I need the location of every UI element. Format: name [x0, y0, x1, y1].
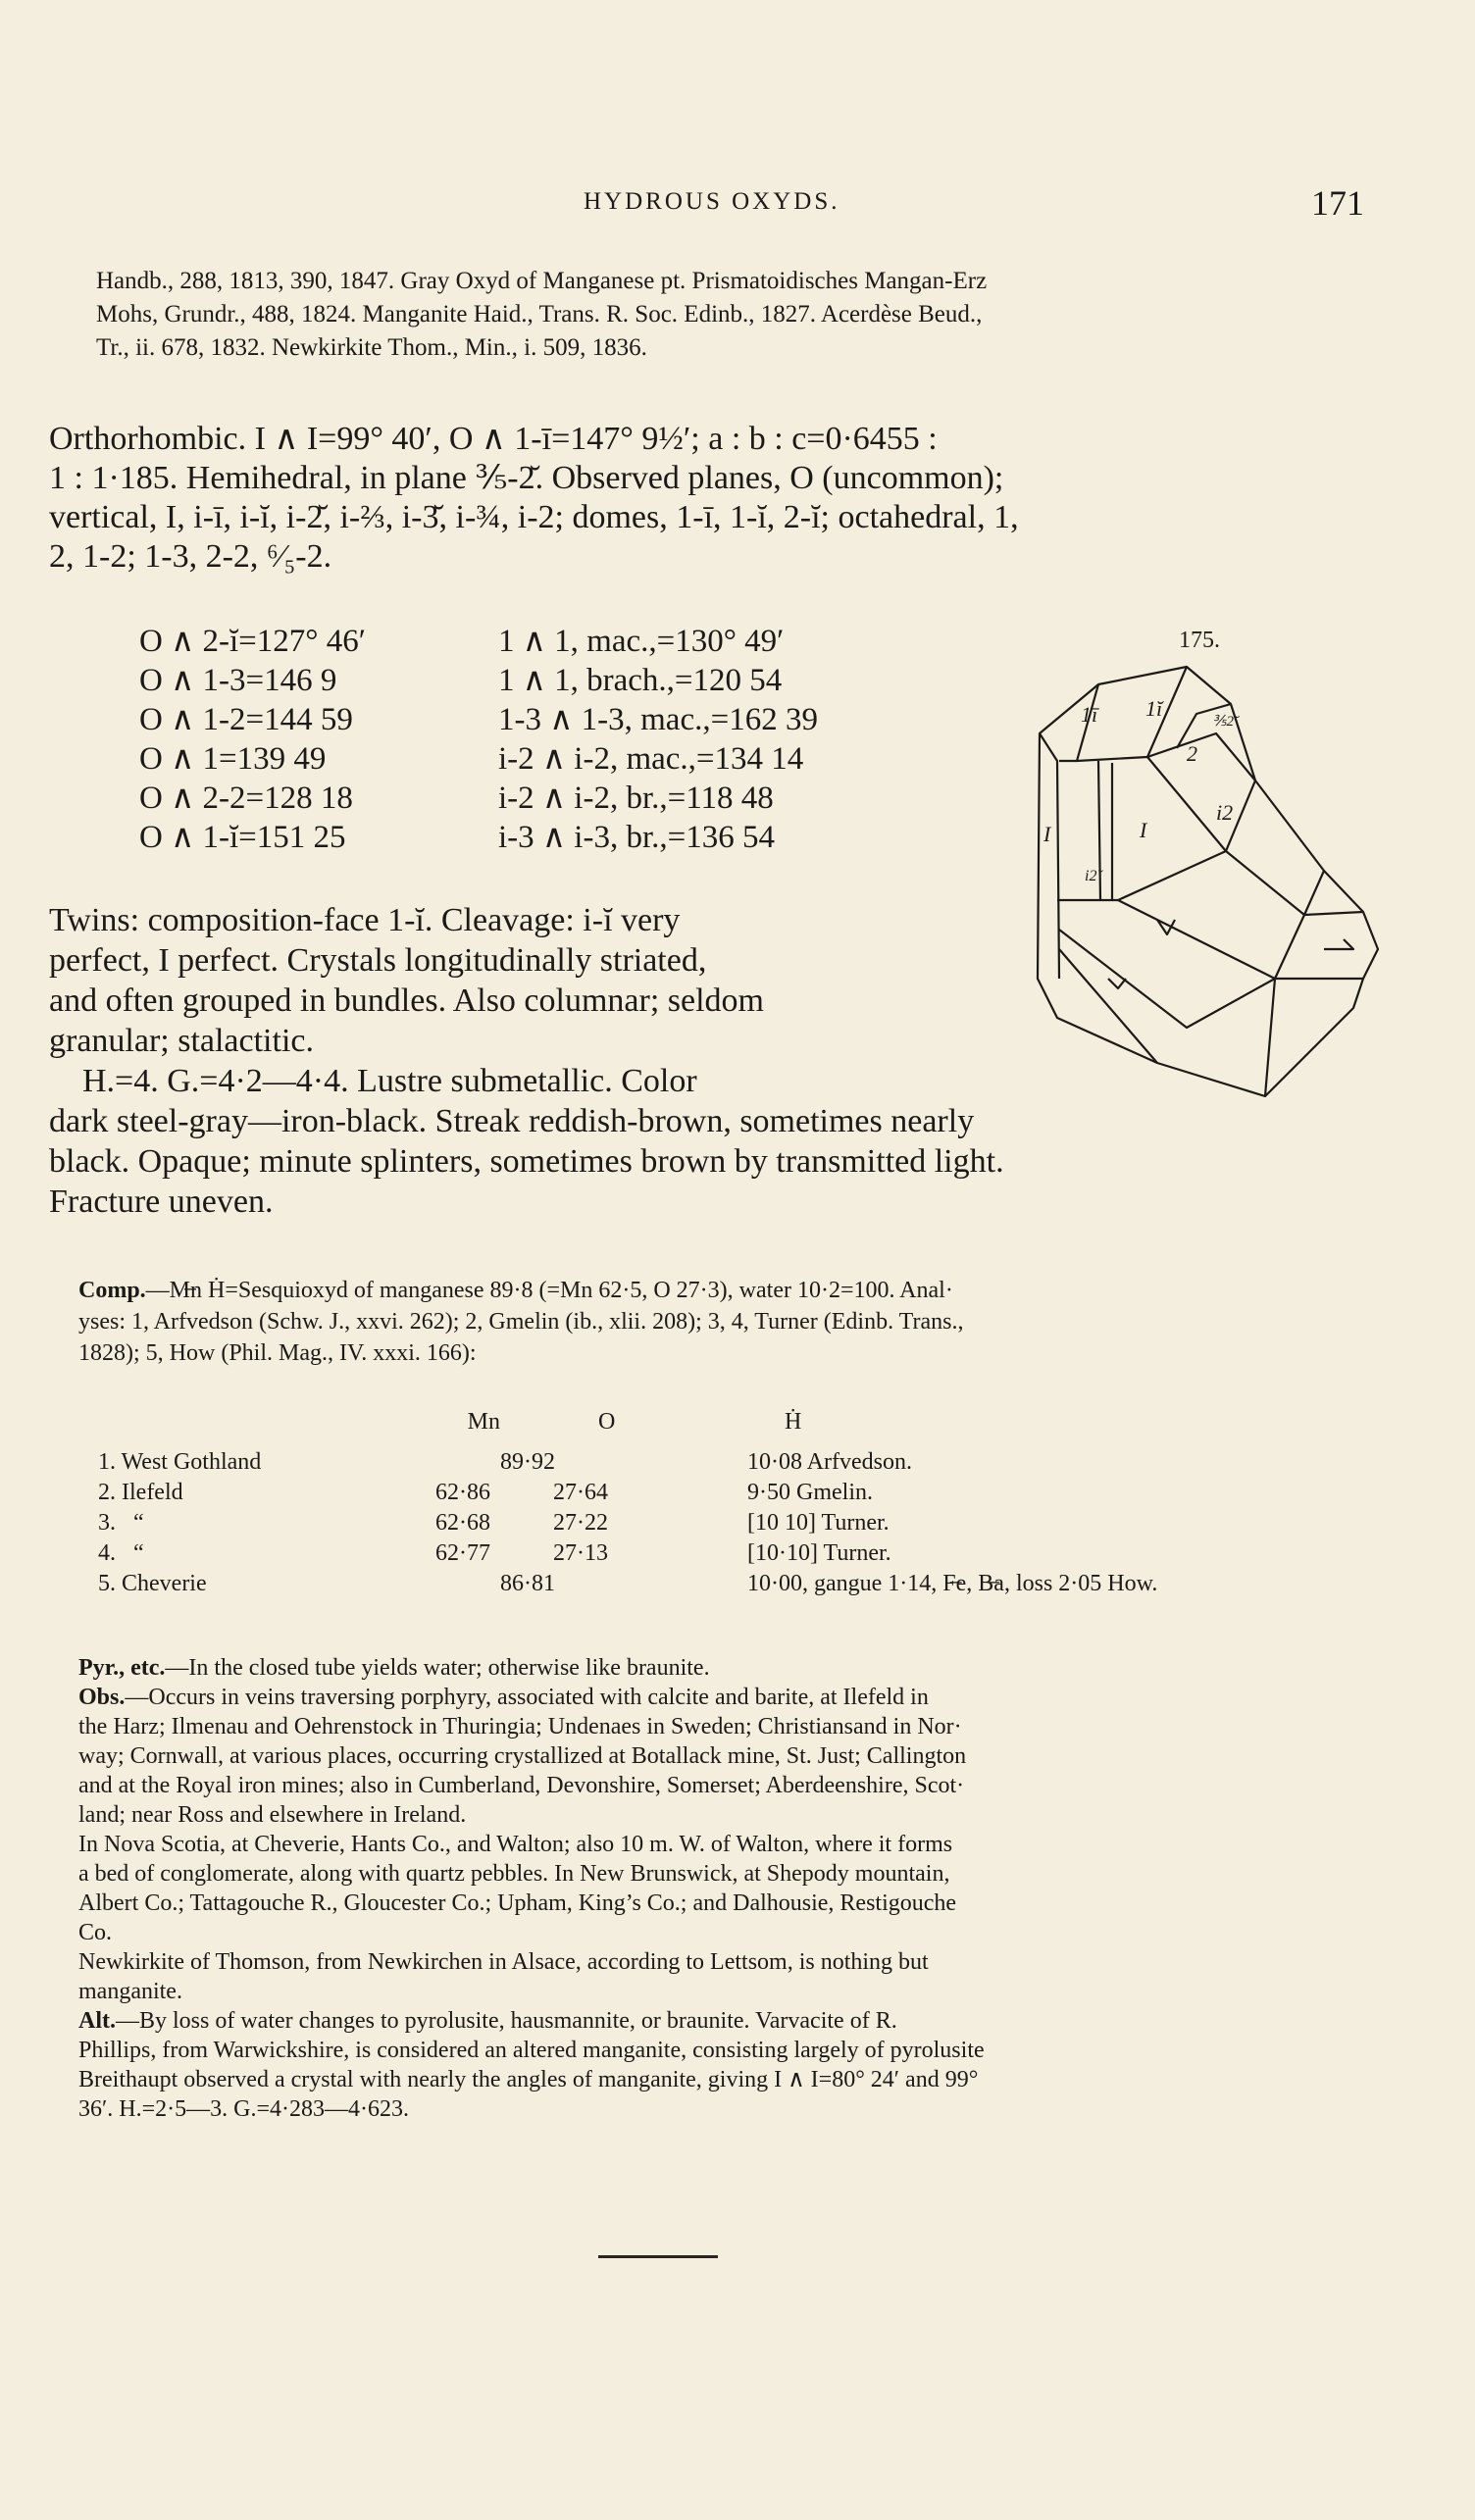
- locality: 2. Ilefeld: [98, 1480, 183, 1505]
- text-line: dark steel-gray—iron-black. Streak reddish-brown, sometimes nearly: [49, 1103, 975, 1139]
- text-line: land; near Ross and elsewhere in Ireland.: [78, 1802, 467, 1828]
- water-value: 10·00, gangue 1·14, F̶e, B̶a, loss 2·05 How.: [747, 1571, 1158, 1596]
- text-line: manganite.: [78, 1979, 182, 2004]
- text-line: perfect, I perfect. Crystals longitudinally striated,: [49, 942, 707, 979]
- note-lead: Obs.: [78, 1685, 126, 1710]
- text-line: way; Cornwall, at various places, occurring crystallized at Botallack mine, St. Just; Callington: [78, 1743, 967, 1769]
- angle-entry: 1 ∧ 1, mac.,=130° 49′: [498, 624, 785, 659]
- text-line: Newkirkite of Thomson, from Newkirchen in Alsace, according to Lettsom, is nothing but: [78, 1949, 929, 1975]
- text-line: Twins: composition-face 1-ĭ. Cleavage: i-ĭ very: [49, 902, 681, 938]
- crystal-edge: [1059, 930, 1275, 1028]
- text-line: In Nova Scotia, at Cheverie, Hants Co., and Walton; also 10 m. W. of Walton, where it forms: [78, 1832, 953, 1857]
- face-label: 1ĭ: [1145, 696, 1163, 721]
- text-line: Albert Co.; Tattagouche R., Gloucester Co.; Upham, King’s Co.; and Dalhousie, Restigouche: [78, 1890, 957, 1916]
- mn-value: 62·68: [435, 1510, 490, 1536]
- crystal-edge: [1226, 851, 1324, 915]
- text-line: 36′. H.=2·5—3. G.=4·283—4·623.: [78, 2096, 409, 2122]
- composition-lead: Comp.: [78, 1278, 146, 1303]
- angle-entry: O ∧ 2-2=128 18: [139, 781, 353, 816]
- locality: 3. “: [98, 1510, 144, 1536]
- angle-entry: i-3 ∧ i-3, br.,=136 54: [498, 820, 775, 855]
- crystal-edge: [1147, 733, 1255, 781]
- note-lead: Pyr., etc.: [78, 1655, 166, 1681]
- mn-o-value: 86·81: [500, 1571, 555, 1596]
- crystal-edge: [1118, 900, 1363, 979]
- water-value: [10·10] Turner.: [747, 1540, 891, 1566]
- text-line: —Occurs in veins traversing porphyry, associated with calcite and barite, at Ilefeld in: [125, 1685, 929, 1710]
- composition-paragraph: [78, 1275, 1389, 1369]
- lead-line: Orthorhombic. I ∧ I=99° 40′, O ∧ 1-ī=147° 9½′; a : b : c=0·6455 :: [49, 421, 938, 457]
- water-value: 10·08 Arfvedson.: [747, 1449, 912, 1475]
- text-line: and often grouped in bundles. Also columnar; seldom: [49, 983, 764, 1019]
- synonymy-line: Handb., 288, 1813, 390, 1847. Gray Oxyd of Manganese pt. Prismatoidisches Mangan-Erz: [96, 268, 988, 294]
- face-label: 2: [1187, 741, 1197, 766]
- crystal-figure: [1030, 655, 1383, 1106]
- text-line: Breithaupt observed a crystal with nearly the angles of manganite, giving I ∧ I=80° 24′ and 99°: [78, 2067, 979, 2092]
- text-line: Phillips, from Warwickshire, is considered an altered manganite, consisting largely of pyrolusite: [78, 2038, 985, 2063]
- o-value: 27·22: [553, 1510, 608, 1536]
- text-line: and at the Royal iron mines; also in Cumberland, Devonshire, Somerset; Aberdeenshire, Scot·: [78, 1773, 965, 1798]
- o-value: 27·13: [553, 1540, 608, 1566]
- section-divider: [598, 2255, 718, 2258]
- page-number: 171: [1311, 183, 1364, 223]
- face-label: 1ī: [1081, 702, 1098, 727]
- o-value: 27·64: [553, 1480, 608, 1505]
- text-line: a bed of conglomerate, along with quartz pebbles. In New Brunswick, at Shepody mountain,: [78, 1861, 950, 1887]
- mn-value: 62·86: [435, 1480, 490, 1505]
- mn-o-value: 89·92: [500, 1449, 555, 1475]
- text-line: —By loss of water changes to pyrolusite, hausmannite, or braunite. Varvacite of R.: [116, 2008, 897, 2034]
- locality: 1. West Gothland: [98, 1449, 262, 1475]
- crystal-edge: [1147, 757, 1255, 851]
- crystal-edge: [1098, 761, 1112, 900]
- running-title: HYDROUS OXYDS.: [584, 188, 840, 215]
- crystal-edge: [1324, 939, 1353, 949]
- text-line: black. Opaque; minute splinters, sometimes brown by transmitted light.: [49, 1143, 1004, 1180]
- crystal-edge: [1040, 733, 1059, 979]
- angle-entry: O ∧ 1-3=146 9: [139, 663, 337, 698]
- angle-entry: O ∧ 1-2=144 59: [139, 702, 353, 737]
- angle-table-right: [498, 622, 818, 857]
- lead-line: 2, 1-2; 1-3, 2-2, ⁶⁄₅-2.: [49, 538, 332, 575]
- note-lead: Alt.: [78, 2008, 116, 2034]
- angle-entry: i-2 ∧ i-2, mac.,=134 14: [498, 741, 804, 777]
- locality: 5. Cheverie: [98, 1571, 207, 1596]
- figure-number: 175.: [1179, 628, 1220, 653]
- text-line: Co.: [78, 1920, 113, 1945]
- column-header: Ḣ: [785, 1409, 802, 1435]
- lead-line: vertical, I, i-ī, i-ĭ, i-2̆, i-⅔, i-3̆, i-¾, i-2; domes, 1-ī, 1-ĭ, 2-ĭ; octahedral, 1,: [49, 499, 1019, 535]
- text-line: the Harz; Ilmenau and Oehrenstock in Thuringia; Undenaes in Sweden; Christiansand in Nor·: [78, 1714, 962, 1739]
- synonymy-line: Mohs, Grundr., 488, 1824. Manganite Haid., Trans. R. Soc. Edinb., 1827. Acerdèse Beud.,: [96, 301, 983, 328]
- lead-line: 1 : 1·185. Hemihedral, in plane ⅗-2̆. Observed planes, O (uncommon);: [49, 460, 1004, 496]
- notes-section: [78, 1653, 1389, 2124]
- column-header: O: [598, 1409, 616, 1435]
- text-line: Fracture uneven.: [49, 1184, 274, 1220]
- angle-entry: O ∧ 2-ĭ=127° 46′: [139, 624, 366, 659]
- text-line: —In the closed tube yields water; otherwise like braunite.: [165, 1655, 710, 1681]
- physical-properties: [49, 900, 1004, 1222]
- text-line: H.=4. G.=4·2—4·4. Lustre submetallic. Color: [49, 1063, 697, 1099]
- crystallography-paragraph: [49, 420, 1391, 577]
- angle-entry: O ∧ 1=139 49: [139, 741, 327, 777]
- water-value: 9·50 Gmelin.: [747, 1480, 873, 1505]
- text-line: yses: 1, Arfvedson (Schw. J., xxvi. 262); 2, Gmelin (ib., xlii. 208); 3, 4, Turner (Edinb. Trans.,: [78, 1309, 964, 1335]
- angle-entry: O ∧ 1-ĭ=151 25: [139, 820, 346, 855]
- face-label: i2̆: [1085, 868, 1097, 884]
- angle-table-left: [139, 622, 366, 857]
- water-value: [10 10] Turner.: [747, 1510, 890, 1536]
- angle-entry: 1 ∧ 1, brach.,=120 54: [498, 663, 783, 698]
- face-label: i2: [1216, 800, 1234, 825]
- crystal-edge: [1265, 979, 1363, 1096]
- locality: 4. “: [98, 1540, 144, 1566]
- crystal-edge: [1057, 851, 1226, 900]
- face-label: I: [1043, 822, 1051, 846]
- face-label: ⅗2̆: [1212, 714, 1235, 730]
- column-header: Mn: [467, 1409, 500, 1435]
- angle-entry: 1-3 ∧ 1-3, mac.,=162 39: [498, 702, 818, 737]
- text-line: —M̶n Ḣ=Sesquioxyd of manganese 89·8 (=Mn 62·5, O 27·3), water 10·2=100. Anal·: [145, 1278, 953, 1303]
- text-line: 1828); 5, How (Phil. Mag., IV. xxxi. 166):: [78, 1340, 477, 1366]
- mn-value: 62·77: [435, 1540, 490, 1566]
- synonymy-block: [96, 265, 1389, 365]
- synonymy-line: Tr., ii. 678, 1832. Newkirkite Thom., Min., i. 509, 1836.: [96, 334, 647, 361]
- text-line: granular; stalactitic.: [49, 1023, 314, 1059]
- angle-entry: i-2 ∧ i-2, br.,=118 48: [498, 781, 774, 816]
- face-label: I: [1140, 818, 1147, 842]
